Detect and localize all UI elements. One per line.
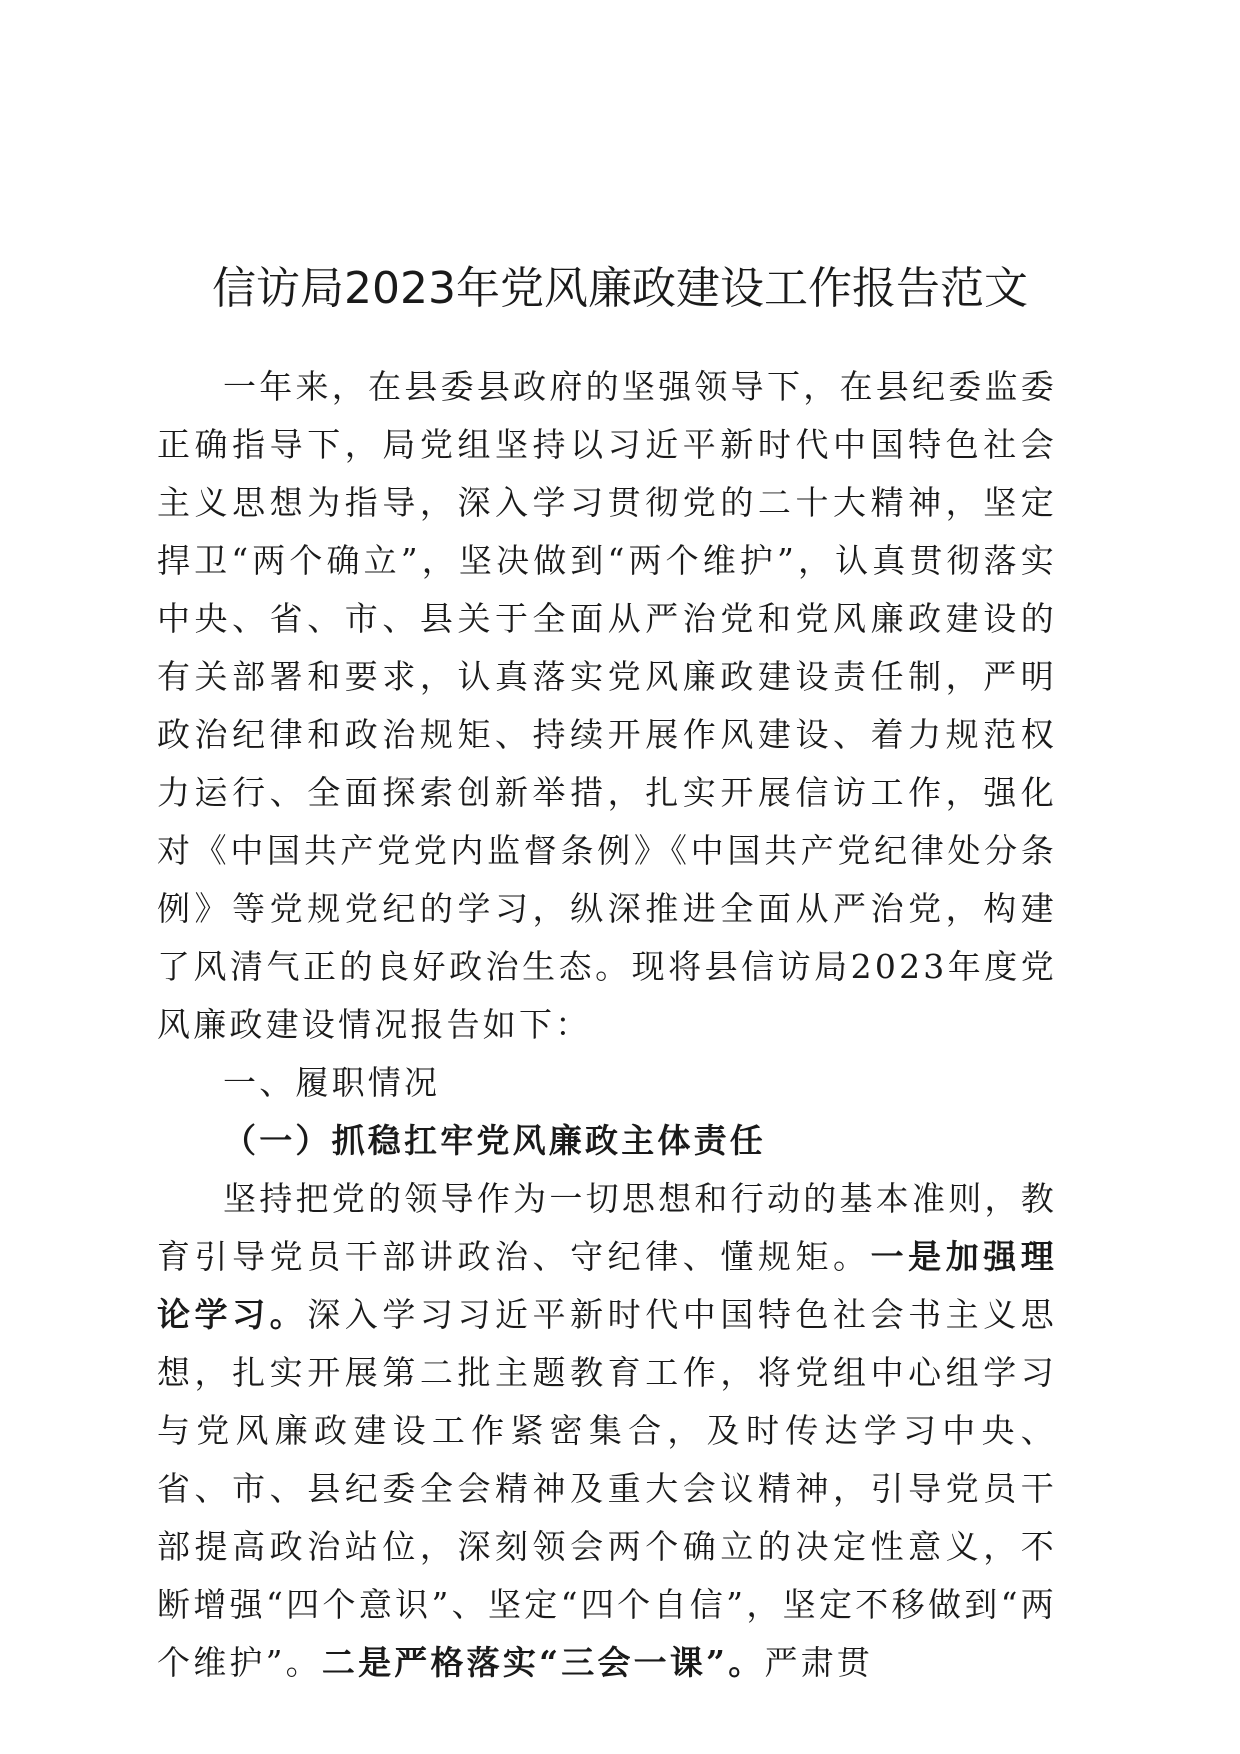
intro-paragraph: 一年来，在县委县政府的坚强领导下，在县纪委监委正确指导下，局党组坚持以习近平新时代中国特色社会主义思想为指导，深入学习贯彻党的二十大精神，坚定捍卫“两个确立”，坚决做到“两个维护”，认真贯彻落实中央、省、市、县关于全面从严治党和党风廉政建设的有关部署和要求，认真落实党风廉政建设责任制，严明政治纪律和政治规矩、持续开展作风建设、着力规范权力运行、全面探索创新举措，扎实开展信访工作，强化对《中国共产党党内监督条例》《中国共产党纪律处分条例》等党规党纪的学习，纵深推进全面从严治党，构建了风清气正的良好政治生态。现将县信访局2023年度党风廉政建设情况报告如下：	[157, 367, 1057, 1044]
point-1-heading: 一是加强理论学习。	[157, 1237, 1058, 1334]
paragraph-2-text-3: 严肃贯	[764, 1643, 874, 1682]
paragraph-2-text-1: 坚持把党的领导作为一切思想和行动的基本准则，教育引导党员干部讲政治、守纪律、懂规矩。	[157, 1179, 1057, 1276]
body-paragraph-2	[157, 1170, 1057, 1692]
paragraph-2-text-2: 深入学习习近平新时代中国特色社会书主义思想，扎实开展第二批主题教育工作，将党组中心组学习与党风廉政建设工作紧密集合，及时传达学习中央、省、市、县纪委全会精神及重大会议精神，引导党员干部提高政治站位，深刻领会两个确立的决定性意义，不断增强“四个意识”、坚定“四个自信”，坚定不移做到“两个维护”。	[157, 1295, 1057, 1682]
document-body	[157, 358, 1057, 1692]
section-heading-1: 一、履职情况	[223, 1063, 441, 1102]
subsection-heading-1: （一）抓稳扛牢党风廉政主体责任	[223, 1121, 766, 1160]
document-title: 信访局2023年党风廉政建设工作报告范文	[212, 263, 1028, 314]
point-2-heading: 二是严格落实“三会一课”。	[321, 1643, 765, 1682]
